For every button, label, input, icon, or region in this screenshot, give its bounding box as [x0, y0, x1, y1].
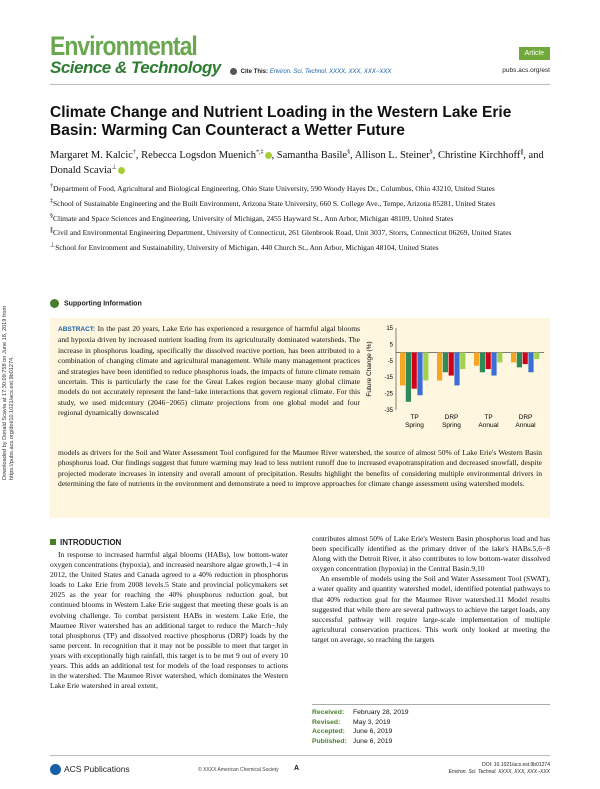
chart-bar — [400, 353, 405, 386]
abstract-part1 — [58, 324, 360, 419]
copyright: © XXXX American Chemical Society — [198, 767, 279, 773]
chart-bar — [417, 353, 422, 396]
footer-divider — [50, 755, 550, 756]
author-affiliation-mark: † — [132, 149, 136, 156]
intro-column-1 — [50, 550, 288, 691]
history-key: Received: — [312, 709, 345, 716]
x-category-label: Annual — [515, 422, 536, 429]
cite-reference[interactable]: Environ. Sci. Technol. XXXX, XXX, XXX−XXX — [269, 69, 392, 76]
chart-bar — [534, 353, 539, 360]
journal-logo-line2: Science & Technology — [50, 58, 221, 77]
history-row — [312, 727, 550, 737]
x-category-label: TP — [484, 414, 493, 421]
chart-bar — [449, 353, 454, 376]
y-axis-label: Future Change (%) — [366, 341, 373, 397]
supporting-info-icon — [50, 299, 59, 308]
intro-paragraph-3: An ensemble of models using the Soil and Water Assessment Tool (SWAT), a water quality and quantity watershed model, identified potential pathways to that 40% reduction goal for the Maumee River watershed.11 Model results suggested that while there are several pathways to achieve the target loads, any successful pathway will require large-scale implementation of multiple agricultural conservation practices. This work only looked at meeting the target on average, so reaching the targets — [312, 574, 550, 644]
chart-bar — [528, 353, 533, 373]
author-name: Margaret M. Kalcic — [50, 150, 133, 161]
acs-publications-logo[interactable] — [50, 764, 130, 775]
affiliation-symbol: † — [50, 183, 53, 190]
supporting-info-link[interactable] — [50, 299, 142, 308]
acs-logo-icon — [50, 764, 61, 775]
author-affiliation-mark: *,‡ — [256, 149, 264, 156]
article-badge: Article — [519, 47, 550, 60]
history-date: May 3, 2019 — [353, 718, 391, 726]
intro-paragraph-1: In response to increased harmful algal blooms (HABs), low bottom-water oxygen concentrations (hypoxia), and increased nearshore algae growth,1−4 in 2012, the United States and Canada agreed to a 40% reduction in phosphorus loads to Lake Erie from 2008 levels.5 State and provincial policymakers set 2025 as the year for reaching the 40% phosphorus reduction goal, but continued blooms in Western Lake Erie suggest that meeting these goals is an evolving challenge. To combat persistent HABs in western Lake Erie, the Maumee River watershed has an additional target to reduce the March−July total phosphorus (TP) and dissolved reactive phosphorus (DRP) loads by the same percent. In recognition that it may not be possible to meet that target in years with exceptionally high rainfall, this target is to be met 9 out of every 10 years. This adds an additional test for models of the load responses to actions in the watershed. The Maumee River watershed, which dominates the Western Lake Erie watershed in areal extent, — [50, 550, 288, 691]
author-name: Allison L. Steiner — [354, 150, 430, 161]
article-history — [312, 704, 550, 747]
download-note-text: Downloaded by Donald Scavia at 17:30:09:758 on June 18, 2019 from https://pubs.acs.org/doi/10.1021/acs.est.9b01274. — [2, 305, 15, 480]
history-row — [312, 718, 550, 728]
chart-bar — [474, 353, 479, 366]
chart-bar — [486, 353, 491, 369]
affiliation-symbol: ∥ — [50, 227, 53, 234]
download-note — [2, 270, 42, 480]
paper-title: Climate Change and Nutrient Loading in the Western Lake Erie Basin: Warming Can Counteract a Wetter Future — [50, 104, 512, 139]
x-category-label: TP — [410, 414, 419, 421]
history-key: Revised: — [312, 718, 341, 726]
author-affiliation-mark: § — [429, 149, 433, 156]
toc-chart — [362, 322, 548, 444]
chart-bar — [497, 353, 502, 363]
x-category-label: DRP — [444, 414, 459, 421]
author-affiliation-mark: § — [347, 149, 351, 156]
section-marker-icon — [50, 539, 56, 545]
chart-bar — [412, 353, 417, 389]
history-row — [312, 708, 550, 718]
history-date: June 6, 2019 — [353, 738, 393, 746]
x-category-label: DRP — [518, 414, 533, 421]
chart-bar — [491, 353, 496, 376]
x-category-label: Annual — [478, 422, 499, 429]
author-name: Rebecca Logsdon Muenich — [141, 150, 257, 161]
intro-heading — [50, 538, 121, 547]
author-name: and Donald Scavia — [50, 150, 544, 176]
page-number: A — [294, 765, 300, 772]
chart-bar — [480, 353, 485, 373]
author-affiliation-mark: ∥ — [520, 149, 524, 156]
x-category-label: Spring — [405, 422, 424, 429]
intro-paragraph-2: contributes almost 50% of Lake Erie's Western Basin phosphorus load and has been specifically identified as the primary driver of the lake's HABs.5,6−8 Along with the Detroit River, it also contributes to low bottom-water dissolved oxygen concentration (hypoxia) in the Central Basin.9,10 — [312, 534, 550, 574]
history-date: February 28, 2019 — [353, 709, 409, 716]
chart-bar — [523, 353, 528, 364]
journal-logo-line1: Environmental — [50, 30, 197, 61]
y-tick-label: -15 — [384, 375, 393, 382]
orcid-icon[interactable] — [265, 152, 272, 159]
y-tick-label: 15 — [386, 326, 393, 332]
affiliation: §Climate and Space Sciences and Engineering, University of Michigan, 2455 Hayward St., Ann Arbor, Michigan 48109, United States — [50, 213, 454, 223]
history-date: June 6, 2019 — [353, 728, 393, 736]
chart-bar — [454, 353, 459, 386]
chart-bar — [406, 353, 411, 402]
journal-site-link[interactable]: pubs.acs.org/est — [502, 67, 550, 74]
y-tick-label: -25 — [384, 391, 393, 398]
affiliation-symbol: ‡ — [50, 198, 53, 205]
chart-bar — [443, 353, 448, 373]
author-name: Christine Kirchhoff — [437, 150, 521, 161]
chart-bar — [423, 353, 428, 381]
chart-bar — [460, 353, 465, 369]
footer-doi — [449, 762, 550, 776]
author-affiliation-mark: ⊥ — [111, 164, 117, 171]
history-key: Accepted: — [312, 728, 345, 736]
footer-cite: Environ. Sci. Technol. XXXX, XXX, XXX−XXX — [448, 769, 550, 775]
abstract-label: ABSTRACT: — [58, 326, 96, 333]
acs-publications-text: ACS Publications — [64, 764, 130, 774]
y-tick-label: 5 — [389, 342, 393, 349]
cite-icon — [230, 68, 237, 75]
supporting-info-label: Supporting Information — [63, 300, 142, 308]
cite-this[interactable] — [230, 68, 391, 75]
affiliation: †Department of Food, Agricultural and Biological Engineering, Ohio State University, 590 Woody Hayes Dr., Columbus, Ohio 43210, United States — [50, 183, 495, 193]
abstract-text-1: In the past 20 years, Lake Erie has experienced a resurgence of harmful algal blooms and hypoxia driven by increased nutrient loading from its agriculturally dominated watersheds. The increase in phosphorus loading, specifically the dissolved reactive portion, has been attributed to a combination of changing climate and agricultural management. While many management practices and strategies have been identified to reduce phosphorus loads, the impacts of future climate remain uncertain. This is particularly the case for the Great Lakes region because many global climate models do not accurately represent the land−lake interactions that govern regional climate. For this study, we used midcentury (2046−2065) climate projections from one global model and four regional dynamically downscaled — [58, 324, 360, 418]
orcid-icon[interactable] — [118, 167, 125, 174]
y-tick-label: -35 — [384, 408, 393, 414]
affiliation: ‡School of Sustainable Engineering and the Built Environment, Arizona State University, 660 S. College Ave., Tempe, Arizona 85281, United States — [50, 198, 496, 208]
affiliation: ∥Civil and Environmental Engineering Department, University of Connecticut, 261 Glenbrook Road, Unit 3037, Storrs, Connecticut 06269, United States — [50, 227, 512, 238]
chart-bar — [511, 353, 516, 363]
history-key: Published: — [312, 738, 347, 746]
abstract-part2: models as drivers for the Soil and Water Assessment Tool configured for the Maumee River watershed, the source of almost 50% of Lake Erie's Western Basin phosphorus load. Our findings suggest that future warming may lead to less nutrient runoff due to increased evapotranspiration and decreased snowfall, despite projected moderate increases in intensity and overall amount of precipitation. Results highlight the benefits of considering multiple environmental drivers in determining the fate of nutrients in the environment and demonstrate a need to improve approaches for climate change assessment using watershed models. — [58, 448, 542, 489]
header-divider — [50, 84, 550, 85]
doi-link[interactable]: DOI: 10.1021/acs.est.9b01274 — [482, 762, 550, 768]
affiliation: ⊥School for Environment and Sustainability, University of Michigan, 440 Church St., Ann Arbor, Michigan 48104, United States — [50, 242, 439, 253]
affiliations — [50, 184, 550, 258]
cite-label: Cite This: — [240, 69, 269, 76]
author-name: Samantha Basile — [276, 150, 348, 161]
affiliation-symbol: ⊥ — [50, 242, 56, 249]
chart-bar — [437, 353, 442, 381]
affiliation-symbol: § — [50, 213, 53, 220]
y-tick-label: -5 — [387, 358, 393, 365]
chart-bar — [517, 353, 522, 368]
author-list: Margaret M. Kalcic†, Rebecca Logsdon Muenich*,‡ , Samantha Basile§, Allison L. Steiner§, Christine Kirchhoff∥, and Donald Scavia⊥ — [50, 149, 544, 176]
history-row — [312, 737, 550, 747]
x-category-label: Spring — [442, 422, 461, 429]
intro-column-2 — [312, 534, 550, 645]
intro-heading-text: INTRODUCTION — [60, 538, 122, 547]
